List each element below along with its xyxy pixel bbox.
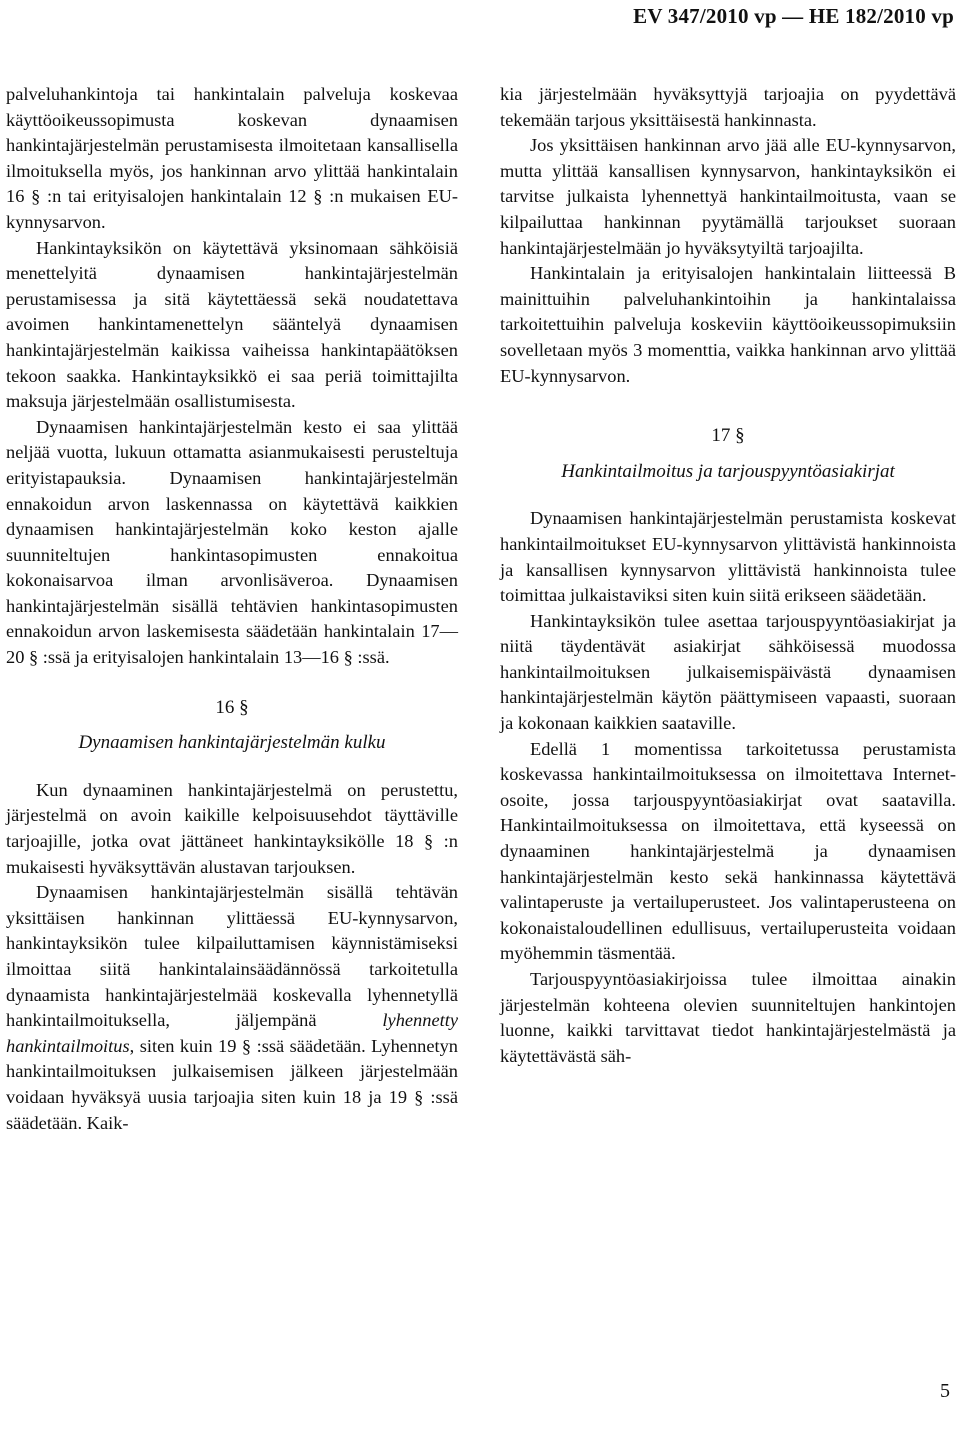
paragraph: Tarjouspyyntöasiakirjoissa tulee ilmoittaa ainakin järjestelmän kohteena olevien suunniteltujen hankintojen luonne, kaikki tarvittavat tiedot hankintajärjestelmästä ja käytettävästä säh-	[500, 969, 956, 1066]
section-number: 17 §	[711, 425, 745, 447]
page-number: 5	[940, 1380, 950, 1402]
paragraph: Hankintayksikön on käytettävä yksinomaan sähköisiä menettelyitä dynaamisen hankintajärjestelmän perustamisessa ja sitä käytettäessä sekä noudatettava avoimen hankintamenettelyn sääntelyä dynaamisen hankintajärjestelmän kaikissa vaiheissa hankintapäätöksen tekoon saakka. Hankintayksikkö ei saa periä toimittajilta maksuja järjestelmään osallistumisesta.	[6, 237, 458, 412]
right-column	[500, 82, 956, 1069]
paragraph: Jos yksittäisen hankinnan arvo jää alle EU-kynnysarvon, mutta ylittää kansallisen kynnysarvon, hankintayksikön ei tarvitse julkaista lyhennettyä hankintailmoitusta, vaan se kilpailuttaa hankinnan pyytämällä tarjoukset suoraan hankintajärjestelmään jo hyväksytyiltä tarjoajilta.	[500, 135, 956, 258]
paragraph: Dynaamisen hankintajärjestelmän kesto ei saa ylittää neljää vuotta, lukuun ottamatta asianmukaisesti perusteltuja erityistapauksia. Dynaamisen hankintajärjestelmän ennakoidun arvon laskennassa on käytettävä kaikkien dynaamisen hankintajärjestelmän koko keston ajalle suunniteltujen hankintasopimusten ennakoitua kokonaisarvoa ilman arvonlisäveroa. Dynaamisen hankintajärjestelmän sisällä tehtävien hankintasopimusten ennakoidun arvon laskemisesta säädetään hankintalain 17—20 § :ssä ja erityisalojen hankintalain 13—16 § :ssä.	[6, 416, 458, 668]
section-title: Hankintailmoitus ja tarjouspyyntöasiakirjat	[561, 460, 895, 482]
running-header: EV 347/2010 vp — HE 182/2010 vp	[633, 4, 954, 28]
paragraph: Dynaamisen hankintajärjestelmän perustamista koskevat hankintailmoitukset EU-kynnysarvon ylittävistä hankinnoista ja kansallisen kynnysarvon ylittävistä hankinnoista tulee toimittaa julkaistaviksi siten kuin siitä erikseen säädetään.	[500, 508, 956, 606]
text-run: , siten kuin 19 § :ssä säädetään. Lyhennetyn hankintailmoituksen julkaisemisen jälkeen järjestelmään voidaan hyväksyä uusia tarjoajia siten kuin 18 ja 19 § :ssä säädetään. Kaik-	[6, 1035, 458, 1133]
italic-term: lyhennetty hankintailmoitus	[6, 1010, 458, 1056]
paragraph	[6, 880, 458, 1136]
paragraph: Kun dynaaminen hankintajärjestelmä on perustettu, järjestelmä on avoin kaikille kelpoisuusehdot täyttäville tarjoajille, jotka ovat jättäneet hankintayksikölle 18 § :n mukaisesti hyväksyttävän alustavan tarjouksen.	[6, 779, 458, 877]
paragraph: Edellä 1 momentissa tarkoitetussa perustamista koskevassa hankintailmoituksessa on ilmoitettava Internet-osoite, jossa tarjouspyyntöasiakirjat ovat saatavilla. Hankintailmoituksessa on ilmoitettava, että kyseessä on dynaaminen hankintajärjestelmä ja dynaamisen hankintajärjestelmän kesto sekä hankinnassa käytettävä valintaperuste ja vertailuperusteet. Jos valintaperusteena on kokonaistaloudellinen edullisuus, vertailuperusteita voidaan myöhemmin täsmentää.	[500, 738, 956, 964]
text-run: Dynaamisen hankintajärjestelmän sisällä tehtävän yksittäisen hankinnan ylittäessä EU-kynnysarvon, hankintayksikön tulee kilpailuttamisen käynnistämiseksi ilmoittaa siitä hankintalainsäädännössä tarkoitetulla dynaamista hankintajärjestelmää koskevalla lyhennetyllä hankintailmoituksella, jäljempänä	[6, 882, 458, 1031]
paragraph: kia järjestelmään hyväksyttyjä tarjoajia on pyydettävä tekemään tarjous yksittäisestä hankinnasta.	[500, 84, 956, 130]
paragraph: Hankintalain ja erityisalojen hankintalain liitteessä B mainittuihin palveluhankintoihin ja hankintalaissa tarkoitettuihin palveluja koskeviin käyttöoikeussopimuksiin sovelletaan myös 3 momenttia, vaikka hankinnan arvo ylittää EU-kynnysarvon.	[500, 263, 956, 386]
paragraph: palveluhankintoja tai hankintalain palveluja koskevaa käyttöoikeussopimusta koskevan dynaamisen hankintajärjestelmän perustamisesta ilmoitetaan kansallisella ilmoituksella myös, jos hankinnan arvo ylittää hankintalain 16 § :n tai erityisalojen hankintalain 12 § :n mukaisen EU-kynnysarvon.	[6, 84, 458, 232]
left-column	[6, 82, 458, 1136]
section-title: Dynaamisen hankintajärjestelmän kulku	[78, 732, 386, 754]
paragraph: Hankintayksikön tulee asettaa tarjouspyyntöasiakirjat ja niitä täydentävät asiakirjat sähköisessä muodossa hankintailmoituksen julkaisemispäivästä dynaamisen hankintajärjestelmän käytön päättymiseen vapaasti, suoraan ja kokonaan kaikkien saataville.	[500, 610, 956, 734]
section-number: 16 §	[215, 696, 249, 718]
